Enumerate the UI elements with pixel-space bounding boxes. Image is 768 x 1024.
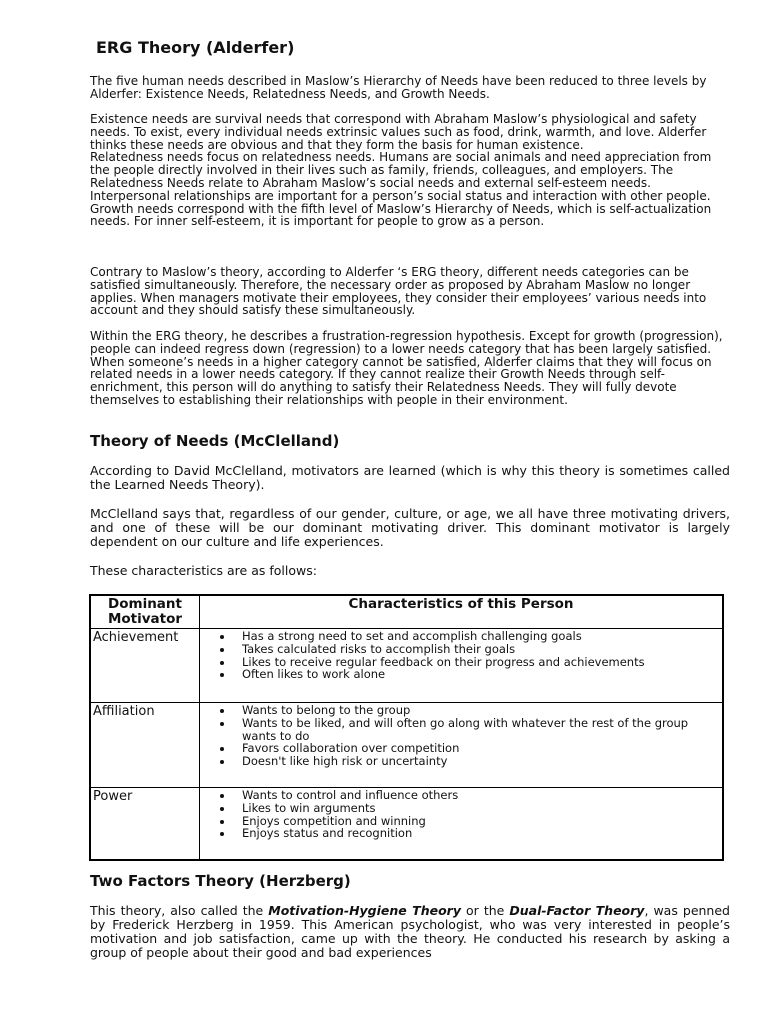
characteristics-list (200, 789, 718, 840)
column-header-characteristics: Characteristics of this Person (200, 595, 724, 629)
erg-paragraph-3: Contrary to Maslow’s theory, according to Alderfer ‘s ERG theory, different needs categories can be satisfied simultaneously. Therefore, the necessary order as proposed by Abraham Maslow no longer applies. When managers motivate their employees, they consider their employees’ various needs into account and they should satisfy these simultaneously. (90, 265, 707, 318)
list-item: • Likes to win arguments (234, 802, 718, 815)
characteristics-list (200, 704, 718, 768)
list-item: • Wants to be liked, and will often go along with whatever the rest of the group wants to do (234, 717, 718, 743)
characteristics-cell (200, 703, 724, 788)
motivator-cell: Affiliation (90, 703, 200, 788)
erg-relatedness-text: Relatedness needs focus on relatedness needs. Humans are social animals and need appreciation from the people directly involved in their lives such as family, friends, colleagues, and employers. The Relatedness Needs relate to Abraham Maslow’s social needs and external self-esteem needs. Interpersonal relationships are important for a person’s social status and interaction with other people. (90, 150, 712, 203)
herzberg-text-3: , was penned by Frederick Herzberg in 1959. This American psychologist, who was very interested in people’s motivation and job satisfaction, came up with the theory. He conducted his research by asking a group of people about their good and bad experiences (90, 903, 730, 960)
erg-paragraph-1: The five human needs described in Maslow’s Hierarchy of Needs have been reduced to three levels by Alderfer: Existence Needs, Relatedness Needs, and Growth Needs. (90, 74, 707, 101)
herzberg-term-motivation-hygiene: Motivation-Hygiene Theory (268, 903, 461, 918)
characteristics-cell (200, 629, 724, 703)
list-item: • Wants to control and influence others (234, 789, 718, 802)
motivator-table (89, 594, 724, 861)
motivator-cell: Power (90, 788, 200, 861)
erg-heading: ERG Theory (Alderfer) (96, 38, 295, 57)
list-item: • Enjoys status and recognition (234, 827, 718, 840)
table-header-row (90, 595, 723, 629)
needs-paragraph-3: These characteristics are as follows: (90, 563, 317, 578)
needs-paragraph-1: According to David McClelland, motivators are learned (which is why this theory is sometimes called the Learned Needs Theory). (90, 463, 730, 492)
list-item: • Enjoys competition and winning (234, 815, 718, 828)
herzberg-text-1: This theory, also called the (90, 903, 269, 918)
needs-heading: Theory of Needs (McClelland) (90, 432, 340, 450)
needs-paragraph-2: McClelland says that, regardless of our gender, culture, or age, we all have three motivating drivers, and one of these will be our dominant motivating driver. This dominant motivator is largely dependent on our culture and life experiences. (90, 506, 730, 549)
erg-growth-text: Growth needs correspond with the fifth level of Maslow’s Hierarchy of Needs, which is self-actualization needs. For inner self-esteem, it is important for people to grow as a person. (90, 201, 712, 229)
erg-existence-text: Existence needs are survival needs that correspond with Abraham Maslow’s physiological and safety needs. To exist, every individual needs extrinsic values such as food, drink, warmth, and love. Alderfer thinks these needs are obvious and that they form the basis for human existence. (90, 112, 707, 152)
erg-paragraph-4: Within the ERG theory, he describes a frustration-regression hypothesis. Except for growth (progression), people can indeed regress down (regression) to a lower needs category that has been largely satisfied. When someone’s needs in a higher category cannot be satisfied, Alderfer claims that they will focus on related needs in a lower needs category. If they cannot realize their Growth Needs through self-enrichment, this person will do anything to satisfy their Relatedness Needs. They will fully devote themselves to establishing their relationships with people in their environment. (90, 329, 723, 407)
list-item: • Favors collaboration over competition (234, 742, 718, 755)
list-item: • Likes to receive regular feedback on their progress and achievements (234, 656, 718, 669)
herzberg-text-2: or the (460, 903, 510, 918)
motivator-cell: Achievement (90, 629, 200, 703)
table-row (90, 703, 723, 788)
table-row (90, 788, 723, 861)
erg-paragraph-2 (90, 113, 730, 228)
column-header-motivator: Dominant Motivator (90, 595, 200, 629)
list-item: • Takes calculated risks to accomplish their goals (234, 643, 718, 656)
herzberg-term-dual-factor: Dual-Factor Theory (509, 903, 645, 918)
list-item: • Often likes to work alone (234, 668, 718, 681)
herzberg-paragraph (90, 904, 730, 960)
list-item: • Doesn't like high risk or uncertainty (234, 755, 718, 768)
characteristics-cell (200, 788, 724, 861)
herzberg-heading: Two Factors Theory (Herzberg) (90, 872, 351, 890)
characteristics-list (200, 630, 718, 681)
list-item: • Has a strong need to set and accomplish challenging goals (234, 630, 718, 643)
list-item: • Wants to belong to the group (234, 704, 718, 717)
table-row (90, 629, 723, 703)
